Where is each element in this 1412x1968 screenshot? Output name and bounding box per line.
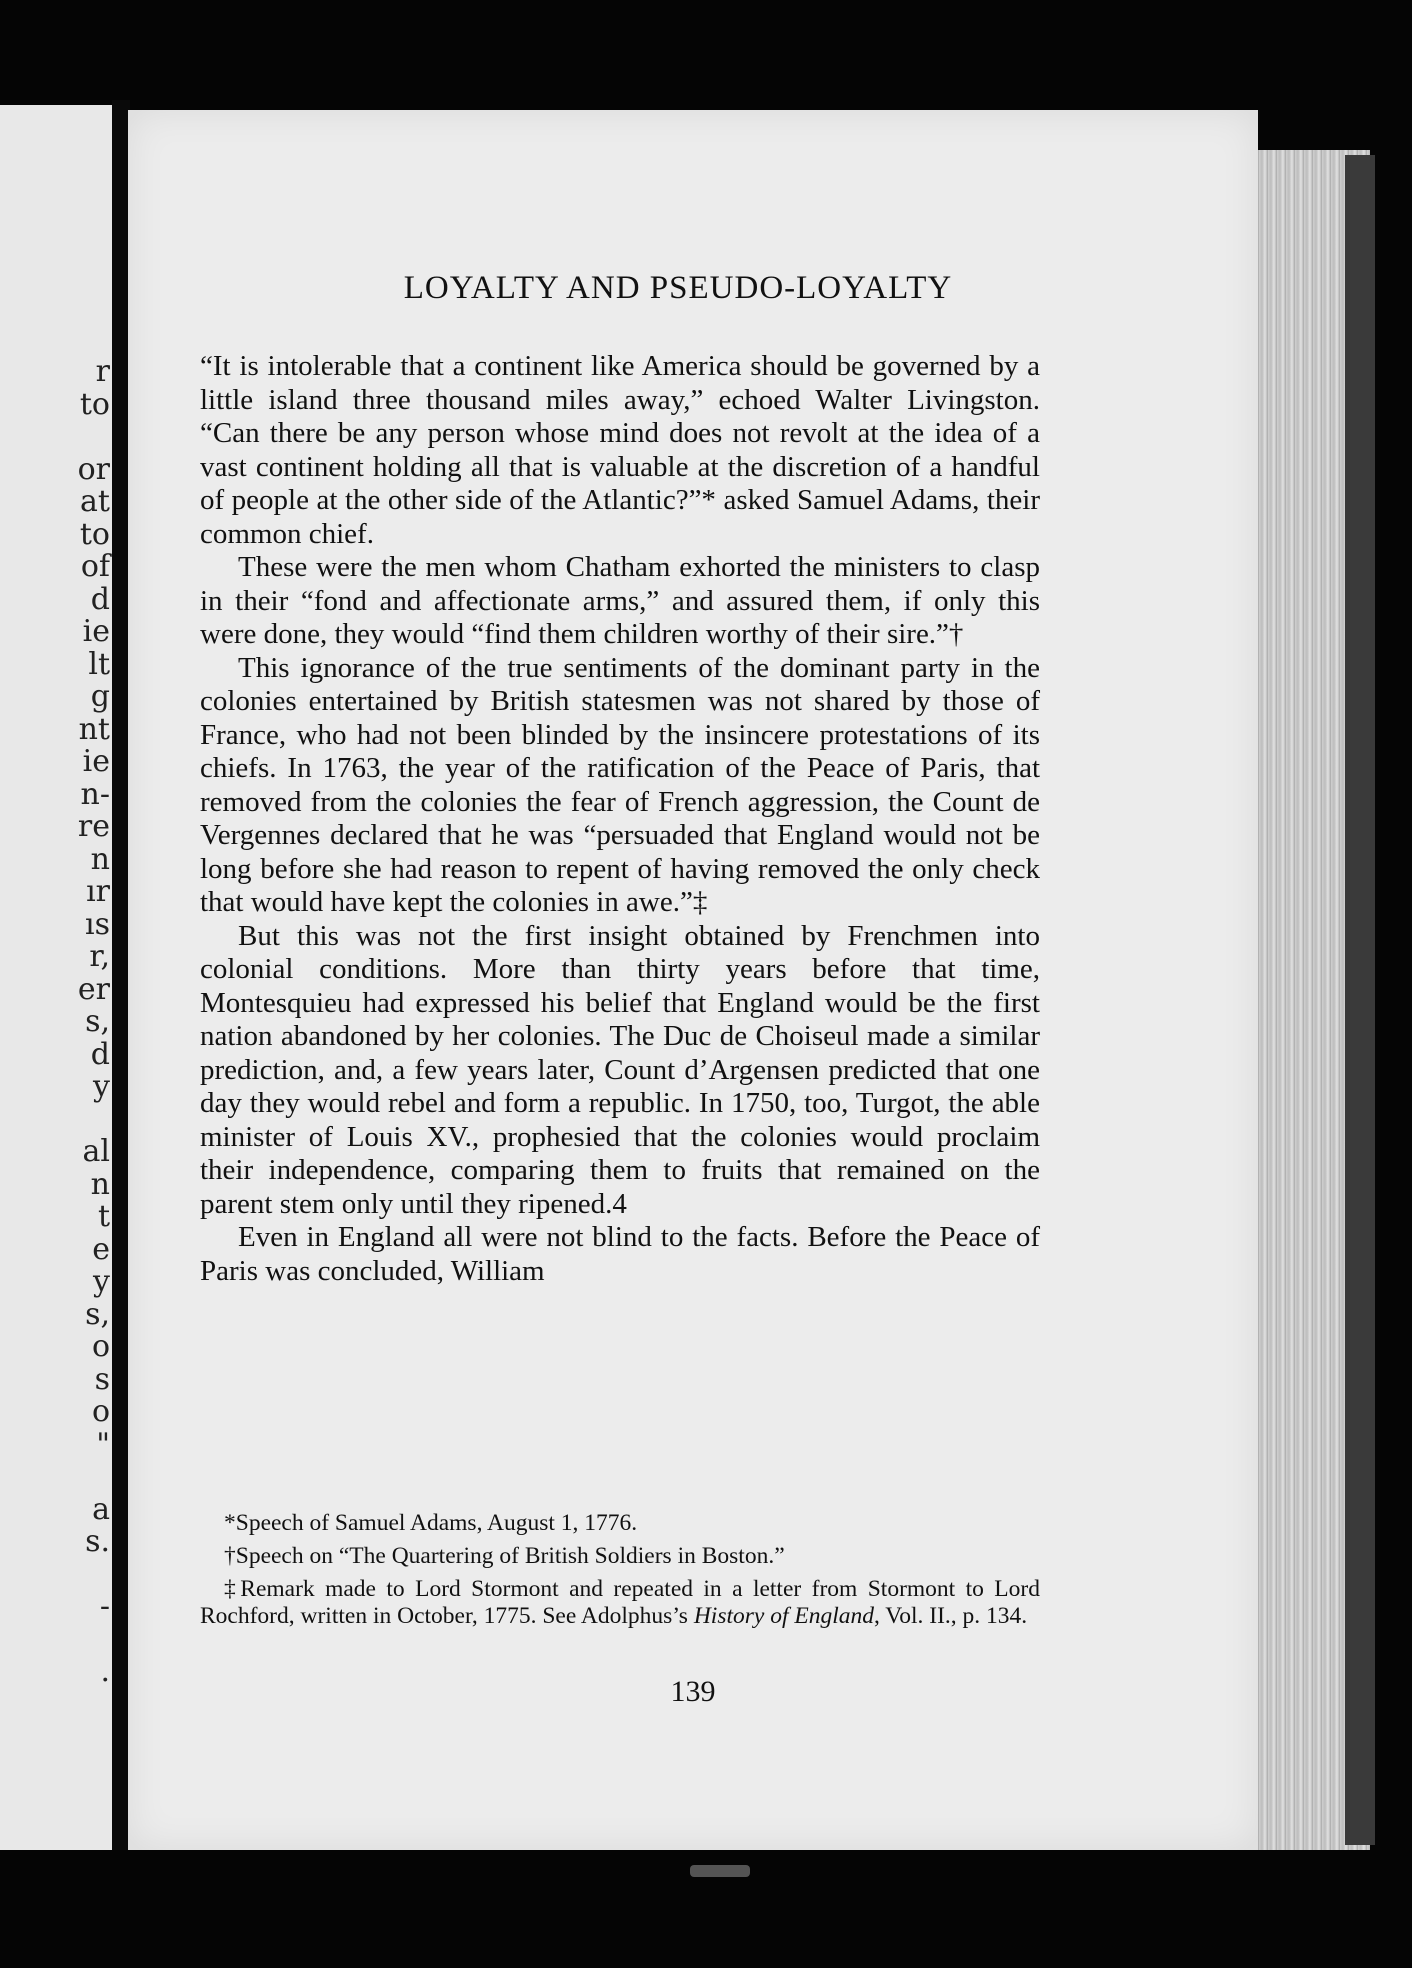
left-page-fragment [78,1558,110,1591]
footnote-1: *Speech of Samuel Adams, August 1, 1776. [224,1510,638,1536]
book-page [128,110,1258,1850]
left-page-fragment: r, [89,939,110,974]
page-smudge [690,1865,750,1877]
left-page-fragment: " [96,1426,110,1462]
left-page-fragment: g [90,679,110,714]
footnote-3 [200,1576,1040,1630]
left-page-fragment: y [93,1069,110,1104]
left-page-fragment: t [97,1199,110,1234]
left-page-fragment: d [90,1036,110,1072]
running-head: LOYALTY AND PSEUDO-LOYALTY [403,270,953,306]
left-page-fragment: s, [85,1004,110,1039]
footnote-3-text-b: , Vol. II., p. 134. [873,1603,1028,1629]
left-page-fragment: lt [88,646,110,682]
footnotes [200,1510,1040,1636]
paragraph-4: But this was not the first insight obtained by Frenchmen into colonial conditions. More than thirty years before that time, Montesquieu had expressed his belief that England would be the first nation abandoned by her colonies. The Duc de Choiseul made a similar prediction, and, a few years later, Count d’Argensen predicted that one day they would rebel and form a republic. In 1750, too, Turgot, the able minister of Louis XV., prophesied that the colonies would proclaim their independence, comparing them to fruits that remained on the parent stem only until they ripened.4 [200,919,1040,1220]
paragraph-5: Even in England all were not blind to the facts. Before the Peace of Paris was concluded, William [200,1221,1040,1287]
left-page-fragment: o [91,1329,110,1364]
left-page-fragment: ie [82,614,110,649]
left-page-fragment: er [77,971,110,1007]
left-page-fragment: d [90,581,110,617]
left-page-fragment: n [90,841,110,877]
left-page-fragment: n- [80,776,110,812]
paragraph-3: This ignorance of the true sentiments of the dominant party in the colonies entertained by British statesmen was not shared by those of France, who had not been blinded by the insincere protestations of its chiefs. In 1763, the year of the ratification of the Peace of Paris, that removed from the colonies the fear of French aggression, the Count de Vergennes declared that he was “persuaded that England would not be long before she had reason to repent of having removed the only check that would have kept the colonies in awe.”‡ [200,651,1040,918]
left-page-fragment: nt [78,711,110,747]
left-page-fragment: - [99,1589,110,1624]
left-page-fragment: a [92,1491,110,1527]
left-page-fragment [78,1623,110,1656]
left-page-fragment: re [77,809,110,844]
left-page-fragment [78,1460,110,1493]
left-page-fragment: ır [86,874,110,909]
footnote-2: †Speech on “The Quartering of British Soldiers in Boston.” [224,1543,785,1569]
left-page-fragment: y [93,1264,110,1299]
footnote-3-text-a: ‡Remark made to Lord Stormont and repeated in a letter from Stormont to Lord Rochford, written in October, 1775. See Adolphus’s [200,1576,1040,1629]
book-cover-edge [1345,155,1375,1845]
left-page-text-fragments [78,355,110,1688]
left-page-fragment: s, [85,1296,110,1332]
left-page-fragment: n [90,1166,110,1202]
left-page-fragment: al [82,1134,110,1169]
left-page-fragment: o [91,1394,110,1429]
paragraph-2: These were the men whom Chatham exhorted the ministers to clasp in their “fond and affectionate arms,” and assured them, if only this were done, they would “find them children worthy of their sire.”† [200,551,1040,650]
left-page-fragment [78,1103,110,1136]
page-number: 139 [670,1675,716,1708]
left-page-fragment: ie [82,744,110,779]
left-page-fragment [78,420,110,453]
left-page-fragment: to [79,386,110,422]
left-page-fragment: . [100,1654,110,1689]
body-text [200,350,1040,1288]
paragraph-1: “It is intolerable that a continent like America should be governed by a little island three thousand miles away,” echoed Walter Livingston. “Can there be any person whose mind does not revolt at the idea of a vast continent holding all that is valuable at the discretion of a handful of people at the other side of the Atlantic?”* asked Samuel Adams, their common chief. [200,350,1040,550]
left-page-fragment: r [95,354,110,389]
footnote-3-title: History of England [693,1603,874,1629]
left-page-fragment: at [80,484,110,519]
left-page-fragment: s [94,1361,110,1397]
left-page-fragment: ıs [85,906,110,942]
left-page-fragment: s. [85,1524,110,1559]
left-page-fragment: of [80,549,110,584]
left-facing-page [0,105,118,1850]
left-page-fragment: e [92,1231,110,1267]
left-page-fragment: or [77,451,110,487]
left-page-fragment: to [79,516,110,552]
